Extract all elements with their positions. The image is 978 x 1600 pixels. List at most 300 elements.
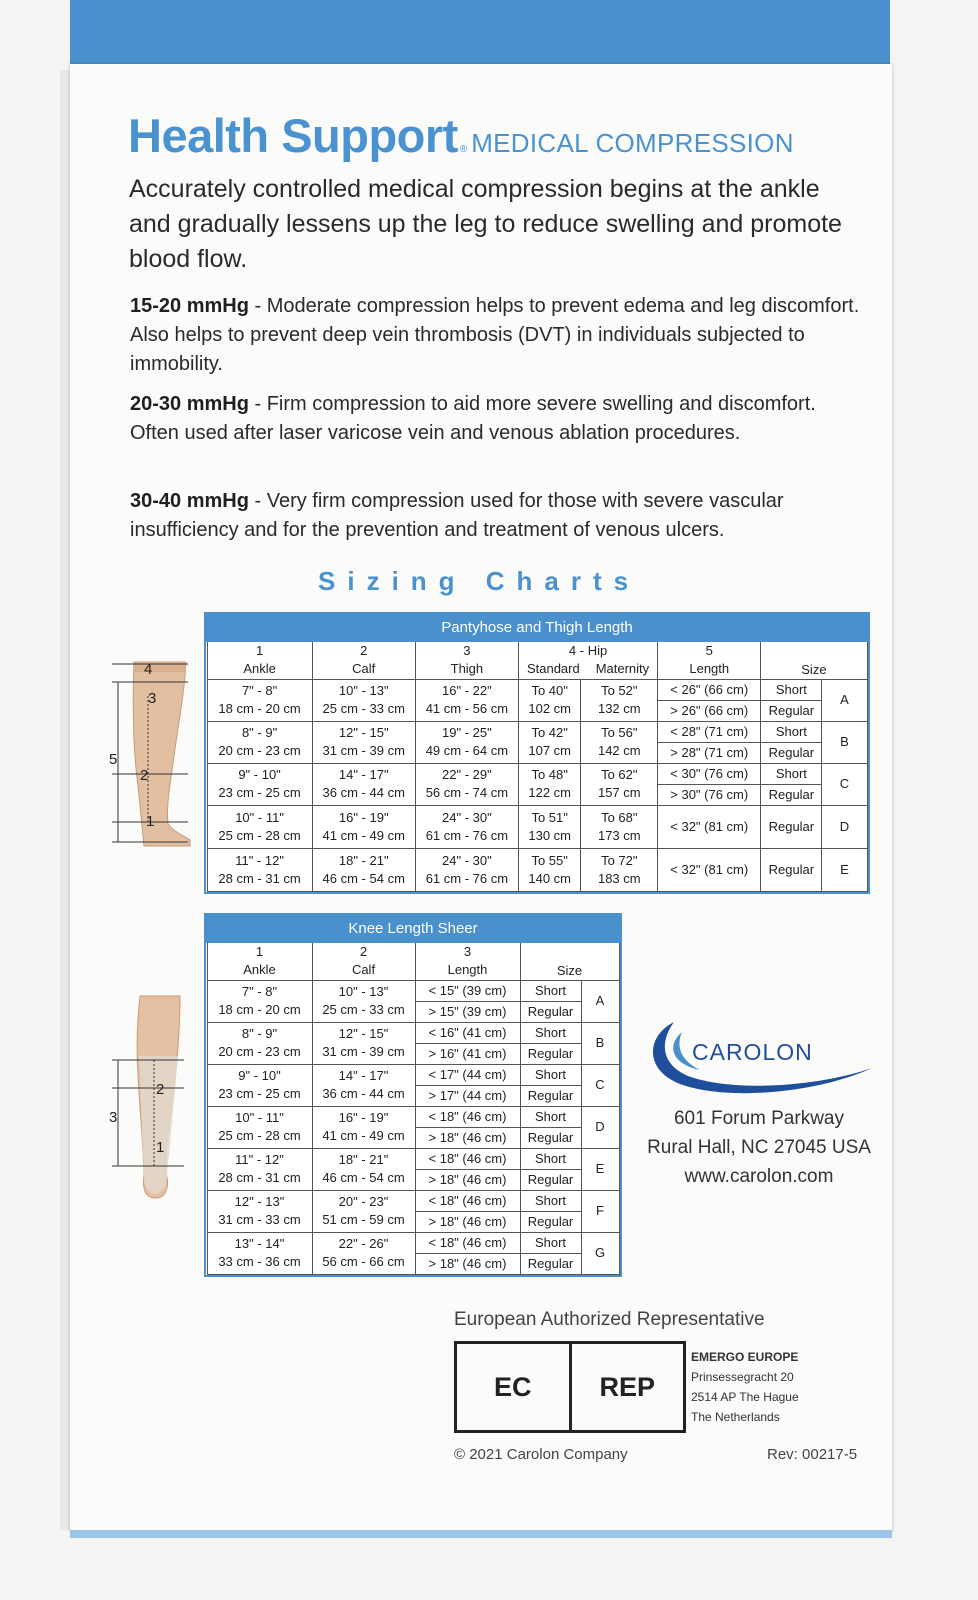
length-cell — [415, 1211, 520, 1232]
knee-sizing-table — [206, 915, 620, 1275]
ankle-cell-value: 10" - 11" — [235, 1110, 284, 1125]
size-cell-value: E — [595, 1161, 605, 1176]
fit-cell — [520, 1127, 581, 1148]
calf-cell-value: 16" - 19" — [338, 1110, 389, 1125]
fit-cell-value: Short — [534, 1192, 567, 1208]
length-cell-value: < 16" (41 cm) — [428, 1024, 507, 1040]
fit-cell — [520, 1148, 581, 1169]
fit-cell — [761, 805, 822, 848]
length-cell-value: > 18" (46 cm) — [428, 1171, 507, 1187]
emergo-line1: Prinsessegracht 20 — [691, 1370, 794, 1384]
fit-cell-value: Short — [534, 1150, 567, 1166]
header-length: Length — [447, 962, 488, 978]
calf-cell-value: 46 cm - 54 cm — [322, 1170, 405, 1185]
size-cell — [822, 679, 867, 721]
ankle-cell — [207, 1190, 312, 1232]
carolon-logo — [640, 1012, 876, 1096]
header-length: Length — [689, 661, 730, 677]
hip-maternity-cell — [581, 763, 658, 805]
ankle-cell — [207, 805, 312, 848]
header-size: Size — [556, 962, 583, 978]
table-row — [207, 1022, 619, 1043]
size-cell-value: C — [595, 1077, 605, 1092]
fit-cell — [520, 1001, 581, 1022]
fit-cell — [520, 1253, 581, 1274]
hip-standard-cell-value: 122 cm — [528, 785, 571, 800]
thigh-cell-value: 24" - 30" — [442, 809, 492, 825]
calf-cell-value: 12" - 15" — [338, 1026, 389, 1041]
length-cell — [658, 700, 761, 721]
length-cell — [415, 1106, 520, 1127]
hip-maternity-cell-value: To 72" — [601, 852, 638, 868]
length-cell-value: < 26" (66 cm) — [670, 681, 749, 697]
size-cell — [822, 763, 867, 805]
hip-maternity-cell-value: To 62" — [601, 767, 638, 782]
hip-maternity-cell-value: 157 cm — [597, 785, 641, 800]
header-num: 1 — [255, 944, 264, 960]
calf-cell-value: 41 cm - 49 cm — [322, 1128, 405, 1143]
length-cell-value: < 18" (46 cm) — [428, 1192, 507, 1208]
hip-maternity-cell — [581, 721, 658, 763]
length-cell — [415, 1190, 520, 1211]
length-cell-value: < 32" (81 cm) — [670, 818, 749, 834]
length-cell-value: > 18" (46 cm) — [428, 1213, 507, 1229]
calf-cell-value: 25 cm - 33 cm — [322, 1002, 405, 1017]
fit-cell-value: Regular — [768, 702, 815, 718]
length-cell-value: > 15" (39 cm) — [428, 1003, 507, 1019]
length-cell — [658, 679, 761, 700]
ankle-cell-value: 23 cm - 25 cm — [218, 1086, 301, 1101]
hip-standard-cell-value: 107 cm — [528, 743, 571, 758]
size-cell — [581, 1022, 619, 1064]
fit-cell-value: Regular — [527, 1045, 574, 1061]
fit-cell-value: Short — [534, 1066, 567, 1082]
ankle-cell-value: 8" - 9" — [241, 725, 278, 740]
box-bottom-edge — [70, 1530, 892, 1538]
hip-maternity-cell-value: 132 cm — [597, 701, 641, 716]
header-maternity: Maternity — [595, 661, 650, 677]
calf-cell — [312, 1106, 415, 1148]
ankle-cell — [207, 679, 312, 721]
emergo-address — [691, 1347, 799, 1427]
ankle-cell-value: 11" - 12" — [235, 852, 284, 868]
thigh-cell-value: 41 cm - 56 cm — [425, 701, 509, 716]
size-cell-value: A — [840, 692, 849, 707]
calf-cell-value: 20" - 23" — [338, 1194, 389, 1209]
length-cell-value: < 18" (46 cm) — [428, 1150, 507, 1166]
table-row — [207, 805, 867, 848]
length-cell — [658, 721, 761, 742]
size-cell-value: C — [839, 776, 850, 791]
length-cell — [658, 805, 761, 848]
table-row — [207, 848, 867, 891]
calf-cell — [312, 679, 415, 721]
fit-cell-value: Regular — [768, 744, 815, 760]
header-ankle: Ankle — [243, 661, 276, 677]
calf-cell — [312, 1148, 415, 1190]
fit-cell — [520, 1043, 581, 1064]
length-cell-value: > 17" (44 cm) — [428, 1087, 507, 1103]
fit-cell-value: Regular — [768, 861, 815, 877]
thigh-cell-value: 19" - 25" — [442, 725, 492, 740]
ankle-cell-value: 20 cm - 23 cm — [218, 743, 301, 758]
length-cell-value: > 28" (71 cm) — [670, 744, 749, 760]
table-row — [207, 1064, 619, 1085]
size-cell-value: A — [595, 993, 605, 1008]
level-20-30 — [130, 390, 860, 448]
length-cell — [415, 1043, 520, 1064]
fit-cell-value: Regular — [768, 786, 815, 802]
header-calf: Calf — [351, 962, 376, 978]
leg-label-5: 5 — [109, 751, 118, 768]
length-cell-value: > 26" (66 cm) — [670, 702, 749, 718]
thigh-cell — [415, 721, 518, 763]
length-cell — [658, 784, 761, 805]
fit-cell — [761, 721, 822, 742]
hip-standard-cell-value: To 42" — [531, 725, 568, 740]
length-cell-value: > 18" (46 cm) — [428, 1129, 507, 1145]
size-cell — [581, 980, 619, 1022]
length-cell-value: > 18" (46 cm) — [428, 1255, 507, 1271]
fit-cell — [761, 742, 822, 763]
table-row — [207, 1232, 619, 1253]
fit-cell-value: Short — [534, 1234, 567, 1250]
calf-cell-value: 36 cm - 44 cm — [322, 1086, 405, 1101]
length-cell — [415, 1001, 520, 1022]
fit-cell — [520, 1085, 581, 1106]
length-cell-value: > 16" (41 cm) — [428, 1045, 507, 1061]
hip-standard-cell — [518, 679, 580, 721]
length-cell-value: < 15" (39 cm) — [428, 982, 507, 998]
calf-cell-value: 36 cm - 44 cm — [322, 785, 405, 800]
ankle-cell-value: 31 cm - 33 cm — [218, 1212, 301, 1227]
thigh-leg-illustration — [104, 656, 200, 852]
size-cell-value: F — [596, 1203, 604, 1218]
fit-cell — [520, 1169, 581, 1190]
logo-text: CAROLON — [692, 1039, 813, 1065]
ankle-cell-value: 28 cm - 31 cm — [218, 870, 301, 886]
length-cell-value: < 30" (76 cm) — [670, 765, 749, 781]
emergo-line3: The Netherlands — [691, 1410, 780, 1424]
intro-text: Accurately controlled medical compression begins at the ankle and gradually lessens up the leg to reduce swelling and promote blood flow. — [129, 175, 842, 273]
calf-cell-value: 46 cm - 54 cm — [322, 870, 405, 886]
level-30-40 — [130, 487, 860, 545]
length-cell-value: > 30" (76 cm) — [670, 786, 749, 802]
emergo-name: EMERGO EUROPE — [691, 1350, 799, 1364]
rep-label: REP — [569, 1344, 684, 1430]
ankle-cell-value: 9" - 10" — [238, 767, 281, 782]
calf-cell — [312, 1064, 415, 1106]
size-cell-value: B — [595, 1035, 605, 1050]
ankle-cell — [207, 980, 312, 1022]
calf-cell — [312, 1190, 415, 1232]
ankle-cell — [207, 763, 312, 805]
calf-cell-value: 41 cm - 49 cm — [322, 827, 405, 843]
ankle-cell-value: 7" - 8" — [241, 683, 278, 698]
fit-cell — [520, 1211, 581, 1232]
thigh-cell-value: 61 cm - 76 cm — [425, 827, 509, 843]
hip-maternity-cell-value: 183 cm — [597, 870, 641, 886]
fit-cell — [520, 1064, 581, 1085]
calf-cell-value: 12" - 15" — [338, 725, 389, 740]
hip-standard-cell-value: To 51" — [531, 809, 568, 825]
size-cell — [581, 1148, 619, 1190]
hip-maternity-cell-value: 173 cm — [597, 827, 641, 843]
hip-maternity-cell — [581, 805, 658, 848]
ankle-cell — [207, 848, 312, 891]
revision-number: Rev: 00217-5 — [767, 1446, 858, 1463]
hip-maternity-cell-value: To 52" — [601, 683, 638, 698]
length-cell — [658, 763, 761, 784]
length-cell — [415, 1169, 520, 1190]
ankle-cell — [207, 721, 312, 763]
length-cell — [415, 1127, 520, 1148]
thigh-cell — [415, 763, 518, 805]
ankle-cell — [207, 1106, 312, 1148]
fit-cell-value: Regular — [768, 818, 815, 834]
thigh-cell-value: 49 cm - 64 cm — [425, 743, 509, 758]
size-cell — [581, 1190, 619, 1232]
fit-cell-value: Regular — [527, 1171, 574, 1187]
level-label: 15-20 mmHg — [130, 295, 249, 317]
size-cell-value: B — [840, 734, 849, 749]
ec-rep-symbol — [454, 1341, 686, 1433]
ankle-cell — [207, 1064, 312, 1106]
header-ankle: Ankle — [243, 962, 276, 978]
calf-cell-value: 10" - 13" — [338, 984, 389, 999]
size-cell-value: G — [594, 1245, 606, 1260]
header-thigh: Thigh — [450, 661, 484, 677]
leg-label-1: 1 — [146, 813, 155, 830]
table-row — [207, 679, 867, 700]
length-cell — [415, 980, 520, 1001]
calf-cell-value: 18" - 21" — [338, 852, 389, 868]
length-cell-value: < 28" (71 cm) — [670, 723, 749, 739]
header-num: 5 — [705, 643, 713, 659]
leg-label-3: 3 — [109, 1109, 118, 1126]
fit-cell-value: Short — [775, 723, 807, 739]
ankle-cell-value: 25 cm - 28 cm — [218, 1128, 301, 1143]
ankle-cell — [207, 1022, 312, 1064]
company-website[interactable]: www.carolon.com — [684, 1166, 834, 1187]
header-num: 2 — [359, 944, 368, 960]
calf-cell-value: 14" - 17" — [338, 767, 389, 782]
thigh-cell-value: 16" - 22" — [442, 683, 492, 698]
hip-standard-cell-value: To 48" — [531, 767, 568, 782]
table-row — [207, 980, 619, 1001]
ankle-cell-value: 9" - 10" — [238, 1068, 281, 1083]
level-text: - Firm compression to aid more severe swelling and discomfort. Often used after laser varicose vein and venous ablation procedures. — [130, 393, 816, 444]
size-cell — [822, 848, 867, 891]
brand-subtitle: MEDICAL COMPRESSION — [471, 128, 794, 158]
hip-maternity-cell — [581, 679, 658, 721]
thigh-cell — [415, 848, 518, 891]
sizing-charts-title: Sizing Charts — [318, 566, 641, 596]
ankle-cell-value: 10" - 11" — [235, 809, 284, 825]
fit-cell-value: Regular — [527, 1129, 574, 1145]
header-num: 1 — [255, 643, 264, 659]
calf-cell-value: 51 cm - 59 cm — [322, 1212, 405, 1227]
length-cell — [415, 1148, 520, 1169]
ankle-cell-value: 18 cm - 20 cm — [218, 701, 301, 716]
hip-standard-cell — [518, 763, 580, 805]
fit-cell-value: Regular — [527, 1003, 574, 1019]
header-num: 3 — [463, 944, 472, 960]
header-size: Size — [801, 661, 827, 677]
level-text: - Moderate compression helps to prevent edema and leg discomfort. Also helps to prevent deep vein thrombosis (DVT) in individuals subjected to immobility. — [130, 295, 860, 375]
length-cell-value: < 18" (46 cm) — [428, 1108, 507, 1124]
fit-cell — [761, 700, 822, 721]
fit-cell — [761, 784, 822, 805]
calf-cell — [312, 1022, 415, 1064]
hip-maternity-cell-value: To 68" — [601, 809, 638, 825]
pantyhose-sizing-table — [206, 614, 868, 892]
brand-header — [128, 108, 794, 163]
length-cell — [415, 1232, 520, 1253]
calf-cell — [312, 763, 415, 805]
level-text: - Very firm compression used for those with severe vascular insufficiency and for the prevention and treatment of venous ulcers. — [130, 490, 784, 541]
hip-maternity-cell-value: 142 cm — [597, 743, 641, 758]
length-cell — [415, 1064, 520, 1085]
ankle-cell-value: 11" - 12" — [235, 1152, 284, 1167]
hip-standard-cell-value: 102 cm — [528, 701, 571, 716]
length-cell-value: < 17" (44 cm) — [428, 1066, 507, 1082]
fit-cell — [761, 679, 822, 700]
calf-cell-value: 10" - 13" — [338, 683, 389, 698]
table-row — [207, 721, 867, 742]
length-cell — [415, 1253, 520, 1274]
hip-standard-cell — [518, 721, 580, 763]
fit-cell — [520, 1232, 581, 1253]
size-cell — [581, 1064, 619, 1106]
calf-cell — [312, 1232, 415, 1274]
ankle-cell — [207, 1232, 312, 1274]
table-row — [207, 1106, 619, 1127]
level-label: 20-30 mmHg — [130, 393, 249, 415]
fit-cell — [520, 1190, 581, 1211]
fit-cell-value: Regular — [527, 1255, 574, 1271]
hip-standard-cell-value: To 55" — [531, 852, 568, 868]
table-row — [207, 1148, 619, 1169]
leg-label-1: 1 — [156, 1139, 165, 1156]
fit-cell-value: Short — [534, 1108, 567, 1124]
hip-maternity-cell — [581, 848, 658, 891]
size-cell-value: E — [840, 861, 849, 877]
fit-cell — [761, 848, 822, 891]
calf-cell-value: 56 cm - 66 cm — [322, 1254, 405, 1269]
calf-cell-value: 18" - 21" — [338, 1152, 389, 1167]
ankle-cell-value: 8" - 9" — [241, 1026, 278, 1041]
length-cell-value: < 32" (81 cm) — [670, 861, 749, 877]
calf-cell-value: 25 cm - 33 cm — [322, 701, 405, 716]
calf-cell-value: 31 cm - 39 cm — [322, 1044, 405, 1059]
thigh-cell — [415, 805, 518, 848]
header-calf: Calf — [352, 661, 376, 677]
calf-cell-value: 31 cm - 39 cm — [322, 743, 405, 758]
size-cell — [822, 721, 867, 763]
calf-cell-value: 14" - 17" — [338, 1068, 389, 1083]
thigh-cell-value: 22" - 29" — [442, 767, 492, 782]
table-row — [207, 1190, 619, 1211]
fit-cell — [520, 1106, 581, 1127]
ankle-cell-value: 12" - 13" — [234, 1194, 285, 1209]
ankle-cell-value: 18 cm - 20 cm — [218, 1002, 301, 1017]
table-title: Pantyhose and Thigh Length — [207, 615, 867, 641]
knee-leg-illustration — [104, 994, 194, 1202]
size-cell-value: D — [839, 818, 850, 834]
thigh-cell-value: 24" - 30" — [442, 852, 492, 868]
emergo-line2: 2514 AP The Hague — [691, 1390, 799, 1404]
ankle-cell-value: 13" - 14" — [234, 1236, 285, 1251]
ankle-cell-value: 20 cm - 23 cm — [218, 1044, 301, 1059]
calf-cell-value: 16" - 19" — [338, 809, 389, 825]
leg-label-2: 2 — [140, 767, 149, 784]
brand-registered-mark: ® — [459, 144, 468, 155]
fit-cell-value: Short — [775, 681, 807, 697]
brand-name: Health Support — [128, 109, 458, 162]
fit-cell-value: Short — [534, 982, 567, 998]
length-cell — [415, 1085, 520, 1106]
header-num: 2 — [360, 643, 368, 659]
calf-cell — [312, 721, 415, 763]
hip-standard-cell-value: 130 cm — [528, 827, 571, 843]
fit-cell-value: Short — [775, 765, 807, 781]
size-cell — [822, 805, 867, 848]
table-row — [207, 763, 867, 784]
hip-standard-cell-value: 140 cm — [528, 870, 571, 886]
ankle-cell-value: 25 cm - 28 cm — [218, 827, 301, 843]
company-address-line1: 601 Forum Parkway — [673, 1108, 844, 1129]
hip-standard-cell — [518, 805, 580, 848]
hip-maternity-cell-value: To 56" — [601, 725, 638, 740]
thigh-cell-value: 61 cm - 76 cm — [425, 870, 509, 886]
hip-standard-cell — [518, 848, 580, 891]
thigh-cell-value: 56 cm - 74 cm — [425, 785, 509, 800]
ec-label: EC — [493, 1371, 532, 1402]
ankle-cell-value: 28 cm - 31 cm — [218, 1170, 301, 1185]
leg-label-4: 4 — [144, 661, 153, 678]
header-hip: 4 - Hip — [568, 643, 608, 659]
hip-standard-cell-value: To 40" — [531, 683, 568, 698]
eu-rep-heading: European Authorized Representative — [454, 1309, 765, 1330]
header-standard: Standard — [526, 661, 580, 677]
fit-cell-value: Regular — [527, 1087, 574, 1103]
table-title: Knee Length Sheer — [207, 916, 619, 942]
size-cell — [581, 1106, 619, 1148]
header-num: 3 — [463, 643, 471, 659]
company-address-line2: Rural Hall, NC 27045 USA — [647, 1137, 871, 1158]
ankle-cell — [207, 1148, 312, 1190]
size-cell-value: D — [595, 1119, 605, 1134]
fit-cell-value: Short — [534, 1024, 567, 1040]
calf-cell — [312, 805, 415, 848]
leg-label-2: 2 — [156, 1081, 165, 1098]
ankle-cell-value: 7" - 8" — [241, 984, 278, 999]
length-cell-value: < 18" (46 cm) — [428, 1234, 507, 1250]
length-cell — [415, 1022, 520, 1043]
copyright: © 2021 Carolon Company — [454, 1446, 628, 1463]
length-cell — [658, 848, 761, 891]
fit-cell — [520, 980, 581, 1001]
fit-cell — [520, 1022, 581, 1043]
fit-cell — [761, 763, 822, 784]
calf-cell — [312, 980, 415, 1022]
level-label: 30-40 mmHg — [130, 490, 249, 512]
calf-cell — [312, 848, 415, 891]
ankle-cell-value: 33 cm - 36 cm — [218, 1254, 301, 1269]
size-cell — [581, 1232, 619, 1274]
level-15-20 — [130, 292, 860, 379]
